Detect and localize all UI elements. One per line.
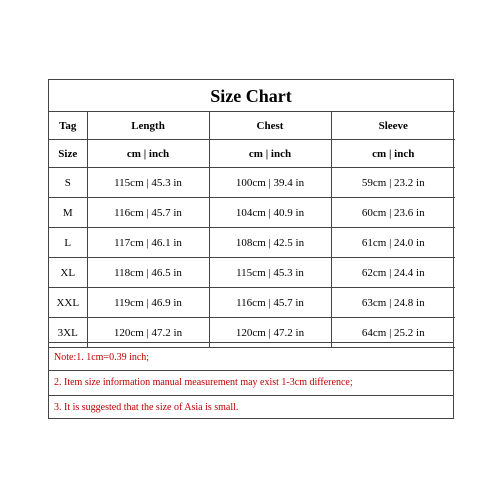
- length-cell: 116cm | 45.7 in: [87, 198, 209, 228]
- chest-cell: 116cm | 45.7 in: [209, 288, 331, 318]
- unit-length: cm | inch: [87, 140, 209, 168]
- chest-cell: 108cm | 42.5 in: [209, 228, 331, 258]
- sleeve-cell: 61cm | 24.0 in: [331, 228, 455, 258]
- size-cell: XL: [49, 258, 87, 288]
- length-cell: 119cm | 46.9 in: [87, 288, 209, 318]
- chest-cell: 100cm | 39.4 in: [209, 168, 331, 198]
- chest-cell: 104cm | 40.9 in: [209, 198, 331, 228]
- table-row: [49, 258, 455, 288]
- length-cell: 118cm | 46.5 in: [87, 258, 209, 288]
- note-divider: [49, 370, 453, 371]
- table-row: [49, 288, 455, 318]
- sleeve-cell: 60cm | 23.6 in: [331, 198, 455, 228]
- sleeve-cell: 59cm | 23.2 in: [331, 168, 455, 198]
- unit-sleeve: cm | inch: [331, 140, 455, 168]
- sleeve-cell: 62cm | 24.4 in: [331, 258, 455, 288]
- table-row: [49, 168, 455, 198]
- unit-row: [49, 140, 455, 168]
- size-cell: M: [49, 198, 87, 228]
- size-table: [49, 111, 455, 348]
- table-row: [49, 318, 455, 348]
- note-divider: [49, 395, 453, 396]
- note-line: Note:1. 1cm=0.39 inch;: [54, 352, 150, 363]
- size-cell: L: [49, 228, 87, 258]
- unit-chest: cm | inch: [209, 140, 331, 168]
- chart-title: Size Chart: [49, 80, 453, 112]
- size-cell: 3XL: [49, 318, 87, 348]
- sleeve-cell: 64cm | 25.2 in: [331, 318, 455, 348]
- length-cell: 120cm | 47.2 in: [87, 318, 209, 348]
- header-row: [49, 112, 455, 140]
- column-header-sleeve: Sleeve: [331, 112, 455, 140]
- column-header-chest: Chest: [209, 112, 331, 140]
- sleeve-cell: 63cm | 24.8 in: [331, 288, 455, 318]
- column-header-length: Length: [87, 112, 209, 140]
- table-row: [49, 228, 455, 258]
- chest-cell: 115cm | 45.3 in: [209, 258, 331, 288]
- notes-section: [49, 342, 453, 413]
- size-chart: [48, 79, 454, 419]
- length-cell: 115cm | 45.3 in: [87, 168, 209, 198]
- tag-header: Tag: [49, 112, 87, 140]
- size-cell: XXL: [49, 288, 87, 318]
- size-header: Size: [49, 140, 87, 168]
- note-line: 2. Item size information manual measurement may exist 1-3cm difference;: [54, 377, 353, 388]
- length-cell: 117cm | 46.1 in: [87, 228, 209, 258]
- table-row: [49, 198, 455, 228]
- chest-cell: 120cm | 47.2 in: [209, 318, 331, 348]
- size-cell: S: [49, 168, 87, 198]
- note-line: 3. It is suggested that the size of Asia is small.: [54, 402, 239, 413]
